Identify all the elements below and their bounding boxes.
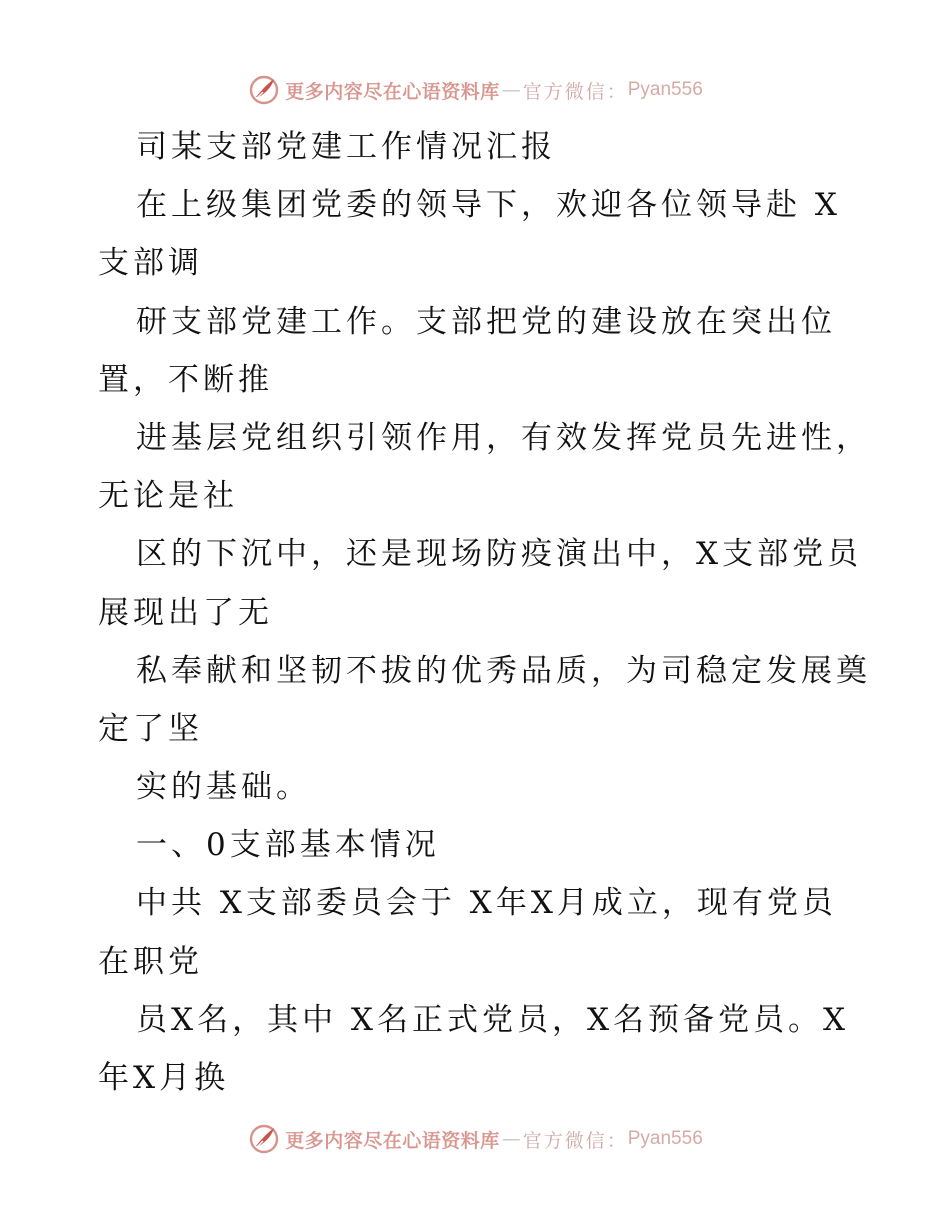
section-heading: 一、0支部基本情况 <box>136 827 440 864</box>
document-title: 司某支部党建工作情况汇报 <box>136 129 556 165</box>
document-body <box>98 118 878 1107</box>
quill-logo-icon <box>247 73 281 107</box>
watermark-main-text: 更多内容尽在心语资料库 <box>285 80 500 103</box>
watermark-suffix-text: 官方微信： <box>522 80 628 103</box>
paragraph-line: 展现出了无 <box>98 594 273 631</box>
watermark-separator: — <box>501 79 521 101</box>
paragraph-line: 在职党 <box>98 943 203 980</box>
paragraph-line: 定了坚 <box>98 710 203 747</box>
paragraph-line: 私奉献和坚韧不拔的优秀品质，为司稳定发展奠 <box>136 652 871 689</box>
paragraph-line: 区的下沉中，还是现场防疫演出中，X支部党员 <box>136 536 863 573</box>
watermark-separator: — <box>501 1128 521 1150</box>
paragraph-line: 员X名，其中 X名正式党员，X名预备党员。X <box>136 1001 850 1038</box>
paragraph-line: 中共 X支部委员会于 X年X月成立，现有党员 <box>136 885 837 922</box>
paragraph-line: 置，不断推 <box>98 361 273 398</box>
watermark-suffix-text: 官方微信： <box>522 1129 628 1152</box>
footer-watermark <box>0 1121 950 1157</box>
quill-logo-icon <box>247 1122 281 1156</box>
paragraph-line: 支部调 <box>98 245 203 282</box>
watermark-main-text: 更多内容尽在心语资料库 <box>285 1129 500 1152</box>
header-watermark <box>0 72 950 108</box>
paragraph-line: 进基层党组织引领作用，有效发挥党员先进性， <box>136 419 871 456</box>
paragraph-line: 年X月换 <box>98 1060 230 1096</box>
watermark-account: Pyan556 <box>627 1128 703 1149</box>
paragraph-line: 无论是社 <box>98 478 238 515</box>
paragraph-line: 实的基础。 <box>136 769 311 806</box>
paragraph-line: 研支部党建工作。支部把党的建设放在突出位 <box>136 303 836 340</box>
paragraph-line: 在上级集团党委的领导下，欢迎各位领导赴 X <box>136 187 841 224</box>
watermark-account: Pyan556 <box>627 79 703 100</box>
